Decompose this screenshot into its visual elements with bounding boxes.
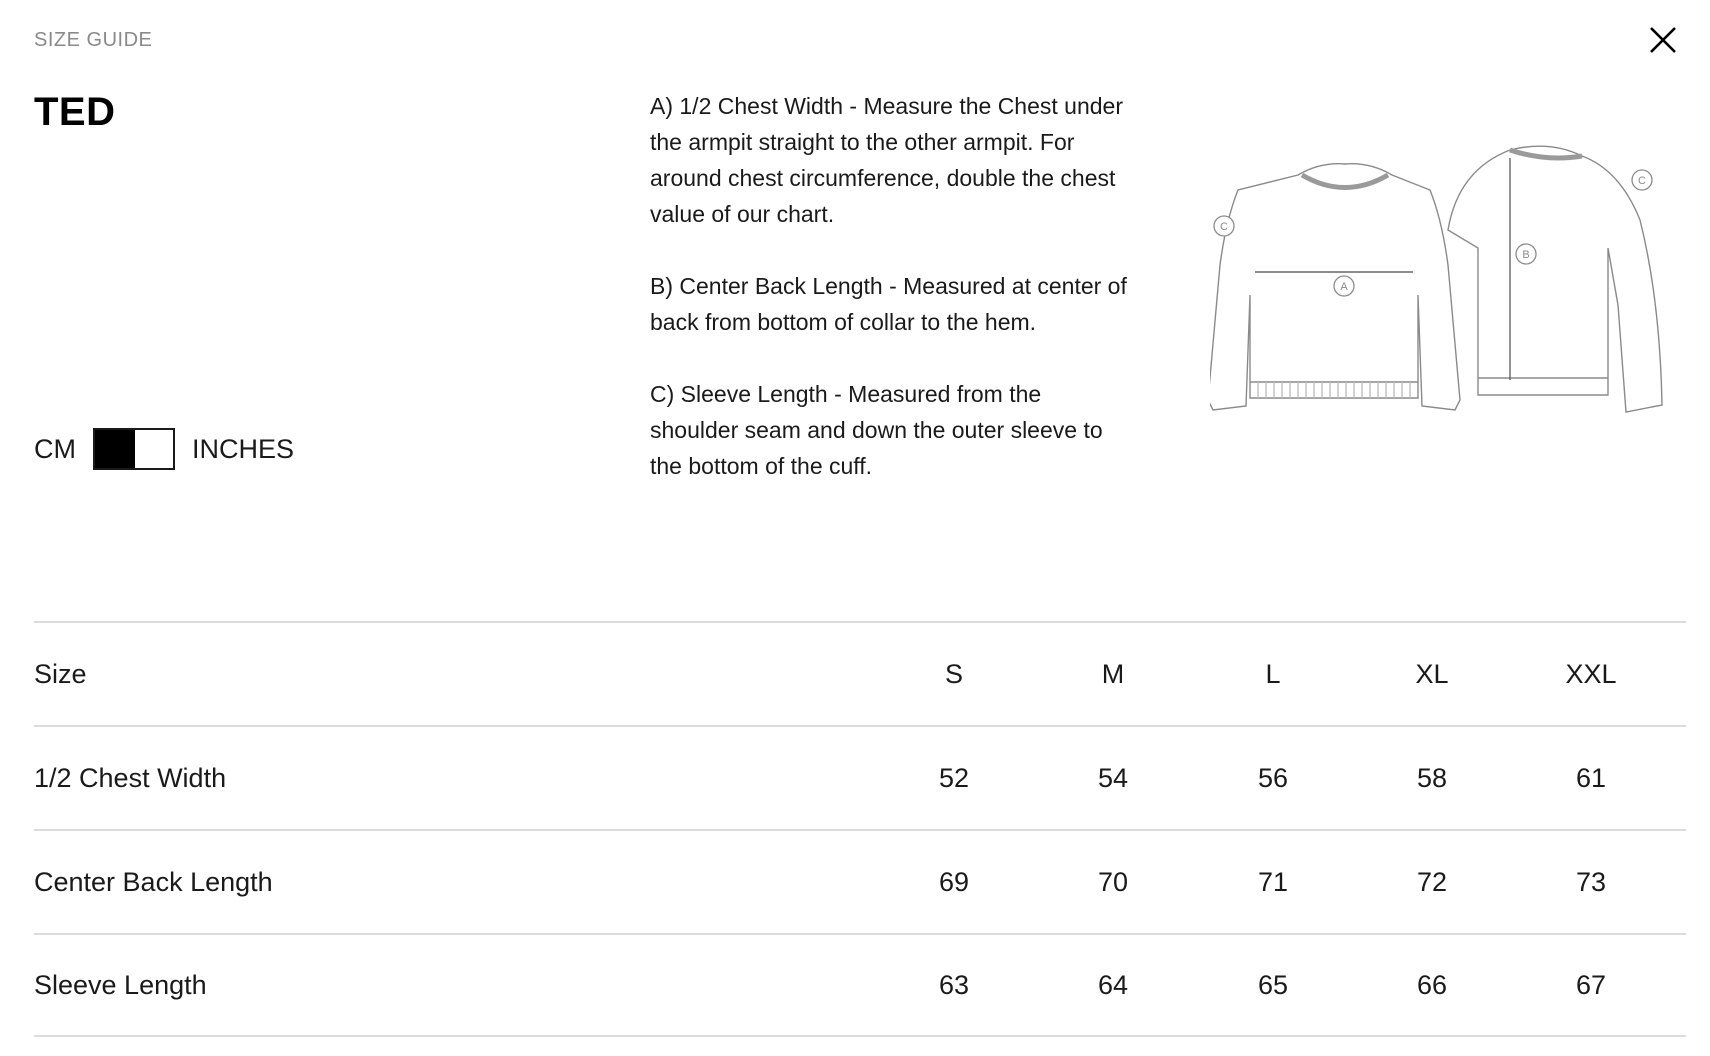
table-cell: 67: [1575, 969, 1607, 1000]
row-label: 1/2 Chest Width: [34, 762, 227, 793]
table-row: [34, 829, 1686, 933]
header-cell: M: [1101, 658, 1125, 689]
header-label: Size: [34, 658, 87, 689]
sweater-measurement-illustration: [1210, 130, 1690, 460]
front-hem-ribbing: [1258, 382, 1410, 398]
header-cell: XXL: [1565, 658, 1617, 689]
desc-sleeve-length: C) Sleeve Length - Measured from the shoulder seam and down the outer sleeve to the bottom of the cuff.: [650, 381, 1103, 479]
toggle-knob: [95, 430, 135, 468]
modal-eyebrow: SIZE GUIDE: [34, 29, 153, 51]
table-cell: 54: [1097, 762, 1129, 793]
unit-toggle-group: [34, 428, 294, 470]
table-cell: 56: [1257, 762, 1289, 793]
table-cell: 66: [1416, 969, 1448, 1000]
unit-toggle-switch[interactable]: [93, 428, 175, 470]
table-row: [34, 725, 1686, 829]
close-icon: [1643, 20, 1683, 60]
table-cell: 70: [1097, 866, 1129, 897]
marker-c-back-letter: C: [1638, 175, 1646, 187]
table-cell: 61: [1575, 762, 1607, 793]
header-cell: S: [944, 658, 963, 689]
table-cell: 52: [938, 762, 970, 793]
table-cell: 69: [938, 866, 970, 897]
header-cell: L: [1265, 658, 1281, 689]
desc-back-length: B) Center Back Length - Measured at center of back from bottom of collar to the hem.: [650, 273, 1127, 335]
header-cell: XL: [1415, 658, 1449, 689]
marker-c-front-letter: C: [1220, 221, 1228, 233]
row-label: Center Back Length: [34, 866, 273, 897]
back-sweater-outline: [1448, 146, 1662, 412]
size-table: [34, 621, 1686, 1037]
product-title: TED: [34, 90, 116, 134]
table-cell: 72: [1416, 866, 1448, 897]
unit-cm-label[interactable]: CM: [34, 433, 76, 464]
row-label: Sleeve Length: [34, 969, 207, 1000]
marker-b-letter: B: [1522, 249, 1530, 261]
table-cell: 65: [1257, 969, 1289, 1000]
table-cell: 64: [1097, 969, 1129, 1000]
table-cell: 63: [938, 969, 970, 1000]
marker-a-letter: A: [1340, 281, 1348, 293]
desc-chest-width: A) 1/2 Chest Width - Measure the Chest under the armpit straight to the other armpit. For around chest circumference, double the chest value of our chart.: [650, 93, 1123, 227]
measurement-descriptions: [650, 88, 1130, 520]
table-cell: 58: [1416, 762, 1448, 793]
table-row: [34, 933, 1686, 1037]
front-collar: [1302, 175, 1388, 188]
close-button[interactable]: [1643, 20, 1683, 60]
table-cell: 71: [1257, 866, 1289, 897]
unit-inches-label[interactable]: INCHES: [192, 433, 295, 464]
table-header-row: [34, 621, 1686, 725]
table-cell: 73: [1575, 866, 1607, 897]
